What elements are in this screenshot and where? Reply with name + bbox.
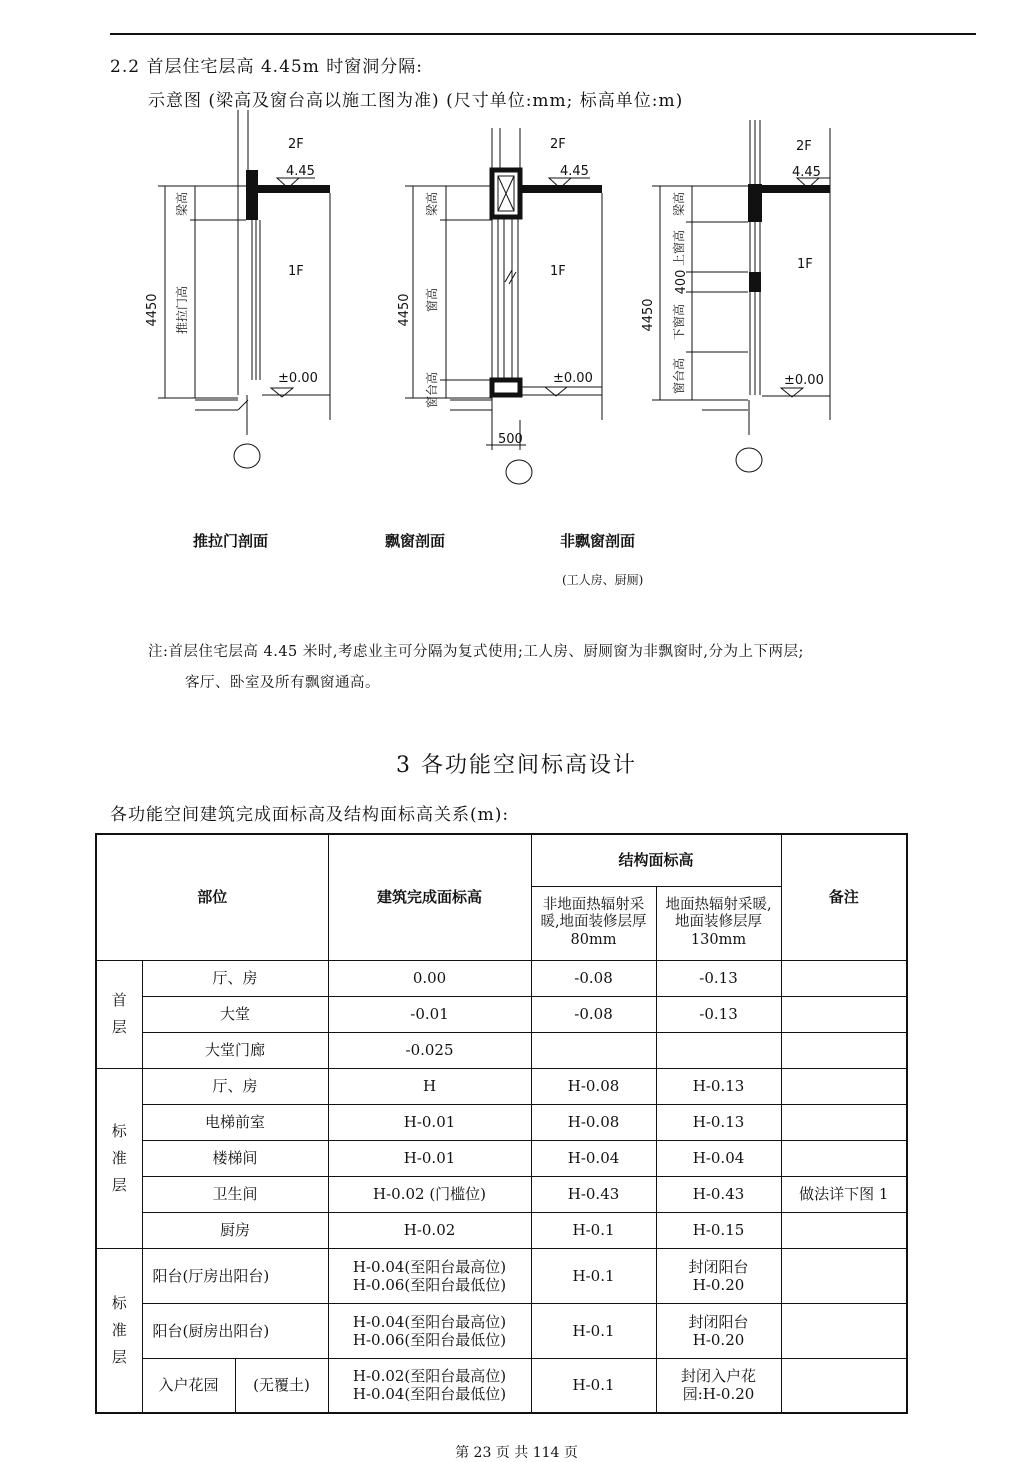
floor-2f-label: 2F xyxy=(796,139,812,154)
row-name: 厅、房 xyxy=(142,960,328,996)
row-struct-b-bottom: 园:H-0.20 xyxy=(682,1385,755,1404)
section-diagrams xyxy=(0,110,1033,500)
row-finish: H xyxy=(328,1068,531,1104)
row-name: 大堂门廊 xyxy=(142,1032,328,1068)
section-heading: 3 各功能空间标高设计 xyxy=(396,753,637,778)
elev-445-label: 4.45 xyxy=(792,165,821,180)
row-remark xyxy=(781,996,907,1032)
elev-zero-label: ±0.00 xyxy=(784,373,824,388)
row-struct-b: H-0.13 xyxy=(656,1068,781,1104)
elev-zero-label: ±0.00 xyxy=(278,371,318,386)
elev-445-label: 4.45 xyxy=(286,164,315,179)
axis-bubble xyxy=(736,448,762,472)
beam-height-label: 梁高 xyxy=(175,191,189,217)
row-struct-b: H-0.13 xyxy=(656,1104,781,1140)
row-struct-b-top: 封闭入户花 xyxy=(681,1367,757,1386)
row-name-2: (无覆土) xyxy=(235,1358,328,1413)
row-finish-bottom: H-0.04(至阳台最低位) xyxy=(352,1385,507,1404)
caption-bay-window: 飘窗剖面 xyxy=(385,532,446,550)
beam-height-label: 梁高 xyxy=(425,191,439,217)
header-remark: 备注 xyxy=(781,834,907,960)
row-finish: H-0.02 (门槛位) xyxy=(328,1176,531,1212)
row-name: 卫生间 xyxy=(142,1176,328,1212)
row-struct-a: H-0.43 xyxy=(531,1176,656,1212)
row-finish-bottom: H-0.06(至阳台最低位) xyxy=(352,1275,507,1294)
sill-height-label: 窗台高 xyxy=(672,357,686,395)
row-struct-a xyxy=(531,1032,656,1068)
total-height-label: 4450 xyxy=(397,293,412,327)
axis-bubble xyxy=(506,460,532,484)
bay-window-section xyxy=(397,128,602,484)
row-struct-a: H-0.1 xyxy=(531,1303,656,1358)
row-struct-a: H-0.08 xyxy=(531,1068,656,1104)
elevation-table xyxy=(95,833,908,1414)
row-remark xyxy=(781,1140,907,1176)
caption-slide-door: 推拉门剖面 xyxy=(193,532,269,550)
page-footer: 第 23 页 共 114 页 xyxy=(455,1445,578,1461)
row-remark: 做法详下图 1 xyxy=(781,1176,907,1212)
row-name: 阳台(厅房出阳台) xyxy=(142,1248,328,1303)
floor-1f-label: 1F xyxy=(550,264,566,279)
header-finish: 建筑完成面标高 xyxy=(328,834,531,960)
row-struct-b: -0.13 xyxy=(656,996,781,1032)
row-finish-top: H-0.04(至阳台最高位) xyxy=(352,1257,507,1276)
row-remark xyxy=(781,960,907,996)
row-struct-a: H-0.1 xyxy=(531,1212,656,1248)
row-name: 电梯前室 xyxy=(142,1104,328,1140)
row-struct-b: H-0.15 xyxy=(656,1212,781,1248)
mid-gap-label: 400 xyxy=(674,269,689,295)
row-struct-b-bottom: H-0.20 xyxy=(692,1275,745,1294)
top-rule xyxy=(110,33,976,35)
row-finish: -0.025 xyxy=(328,1032,531,1068)
row-finish: H-0.02 xyxy=(328,1212,531,1248)
floor-1f-label: 1F xyxy=(797,257,813,272)
row-struct-a: H-0.1 xyxy=(531,1358,656,1413)
row-struct-b: -0.13 xyxy=(656,960,781,996)
row-remark xyxy=(781,1068,907,1104)
slide-door-section xyxy=(145,110,330,468)
header-location: 部位 xyxy=(96,834,328,960)
axis-bubble xyxy=(234,444,260,468)
sill-height-label: 窗台高 xyxy=(425,371,439,409)
group-ground: 首层 xyxy=(111,991,127,1036)
row-struct-b-top: 封闭阳台 xyxy=(688,1312,749,1331)
upper-window-label: 上窗高 xyxy=(672,229,686,267)
row-remark xyxy=(781,1032,907,1068)
group-standard-2: 标准层 xyxy=(111,1293,127,1366)
row-name: 楼梯间 xyxy=(142,1140,328,1176)
row-remark xyxy=(781,1248,907,1303)
row-remark xyxy=(781,1303,907,1358)
row-struct-a: H-0.1 xyxy=(531,1248,656,1303)
row-name: 入户花园 xyxy=(142,1358,235,1413)
total-height-label: 4450 xyxy=(145,293,160,327)
row-remark xyxy=(781,1358,907,1413)
table-intro: 各功能空间建筑完成面标高及结构面标高关系(m): xyxy=(110,805,510,825)
total-height-label: 4450 xyxy=(641,298,656,332)
row-struct-b-bottom: H-0.20 xyxy=(692,1330,745,1349)
bay-width-label: 500 xyxy=(498,432,523,447)
row-finish: 0.00 xyxy=(328,960,531,996)
row-struct-a: H-0.04 xyxy=(531,1140,656,1176)
door-height-label: 推拉门高 xyxy=(175,285,189,335)
section-title: 2.2 首层住宅层高 4.45m 时窗洞分隔: xyxy=(110,57,423,77)
lower-window-label: 下窗高 xyxy=(672,303,686,341)
floor-2f-label: 2F xyxy=(550,137,566,152)
row-struct-b: H-0.04 xyxy=(656,1140,781,1176)
row-struct-a: -0.08 xyxy=(531,996,656,1032)
elev-445-label: 4.45 xyxy=(560,164,589,179)
header-struct-b: 地面热辐射采暖,地面装修层厚 130mm xyxy=(656,886,781,960)
beam-height-label: 梁高 xyxy=(672,191,686,217)
header-struct-a: 非地面热辐射采暖,地面装修层厚 80mm xyxy=(531,886,656,960)
floor-1f-label: 1F xyxy=(288,264,304,279)
floor-2f-label: 2F xyxy=(288,137,304,152)
note-line-2: 客厅、卧室及所有飘窗通高。 xyxy=(185,675,380,691)
elev-zero-label: ±0.00 xyxy=(553,371,593,386)
row-name: 厅、房 xyxy=(142,1068,328,1104)
row-finish-bottom: H-0.06(至阳台最低位) xyxy=(352,1330,507,1349)
row-finish-top: H-0.04(至阳台最高位) xyxy=(352,1312,507,1331)
row-struct-b-top: 封闭阳台 xyxy=(688,1257,749,1276)
caption-normal-window-sub: (工人房、厨厕) xyxy=(562,573,644,587)
row-name: 厨房 xyxy=(142,1212,328,1248)
row-name: 阳台(厨房出阳台) xyxy=(142,1303,328,1358)
window-height-label: 窗高 xyxy=(425,287,439,313)
row-struct-b xyxy=(656,1032,781,1068)
row-finish-top: H-0.02(至阳台最高位) xyxy=(352,1367,507,1386)
row-finish: H-0.01 xyxy=(328,1104,531,1140)
row-finish: -0.01 xyxy=(328,996,531,1032)
row-struct-a: -0.08 xyxy=(531,960,656,996)
row-struct-a: H-0.08 xyxy=(531,1104,656,1140)
normal-window-section xyxy=(641,120,830,472)
group-standard: 标准层 xyxy=(111,1121,127,1194)
row-finish: H-0.01 xyxy=(328,1140,531,1176)
note-line-1: 注:首层住宅层高 4.45 米时,考虑业主可分隔为复式使用;工人房、厨厕窗为非飘窗时,分为上下两层; xyxy=(148,644,804,660)
caption-normal-window: 非飘窗剖面 xyxy=(560,532,636,550)
row-remark xyxy=(781,1212,907,1248)
row-struct-b: H-0.43 xyxy=(656,1176,781,1212)
row-remark xyxy=(781,1104,907,1140)
header-structure: 结构面标高 xyxy=(531,834,781,886)
section-subtitle: 示意图 (梁高及窗台高以施工图为准) (尺寸单位:mm; 标高单位:m) xyxy=(148,91,684,111)
row-name: 大堂 xyxy=(142,996,328,1032)
